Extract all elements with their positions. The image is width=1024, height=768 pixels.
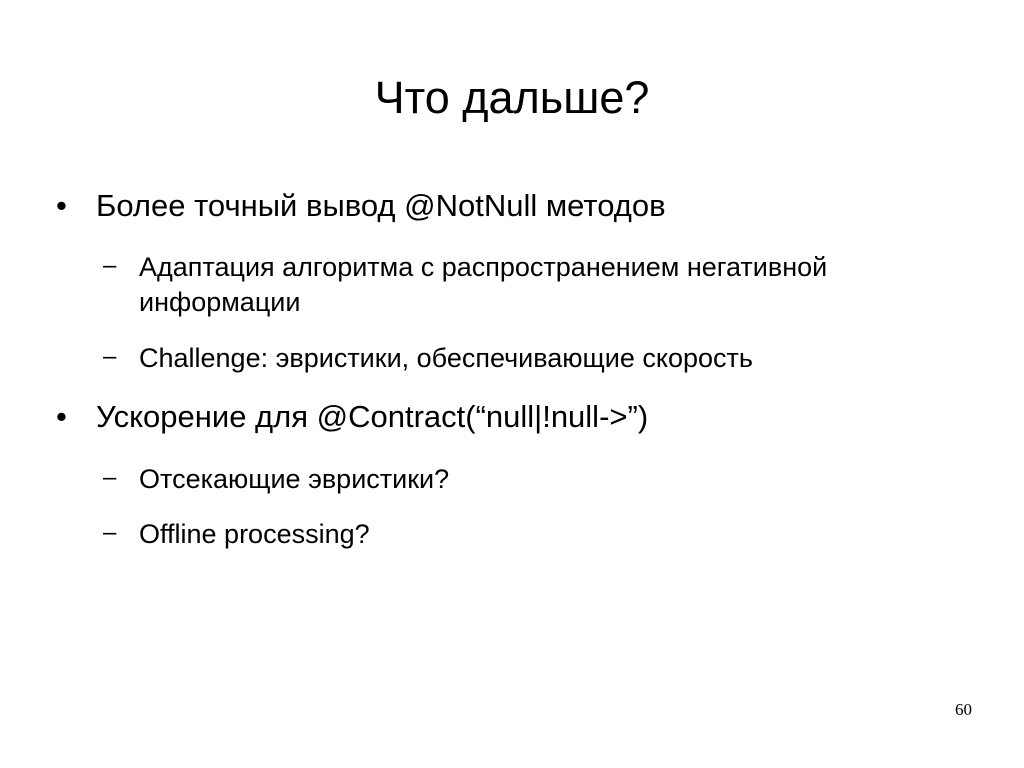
- sub-bullet-text: Отсекающие эвристики?: [139, 464, 450, 494]
- bullet-text: Ускорение для @Contract(“null|!null->”): [96, 399, 649, 434]
- sub-bullet-text: Адаптация алгоритма с распространением негативной информации: [139, 252, 828, 317]
- sub-bullet-marker: –: [103, 519, 117, 546]
- sub-bullet-text: Challenge: эвристики, обеспечивающие скорость: [139, 343, 753, 373]
- bullet-marker: •: [56, 399, 67, 434]
- sub-bullet-marker: –: [103, 464, 117, 491]
- bullet-marker: •: [56, 188, 67, 223]
- slide-title: Что дальше?: [374, 72, 650, 123]
- sub-bullet-marker: –: [103, 343, 117, 370]
- bullet-text: Более точный вывод @NotNull методов: [96, 188, 666, 223]
- sub-bullet-text: Offline processing?: [139, 519, 370, 549]
- page-number: 60: [955, 700, 972, 719]
- sub-bullet-marker: –: [103, 252, 117, 279]
